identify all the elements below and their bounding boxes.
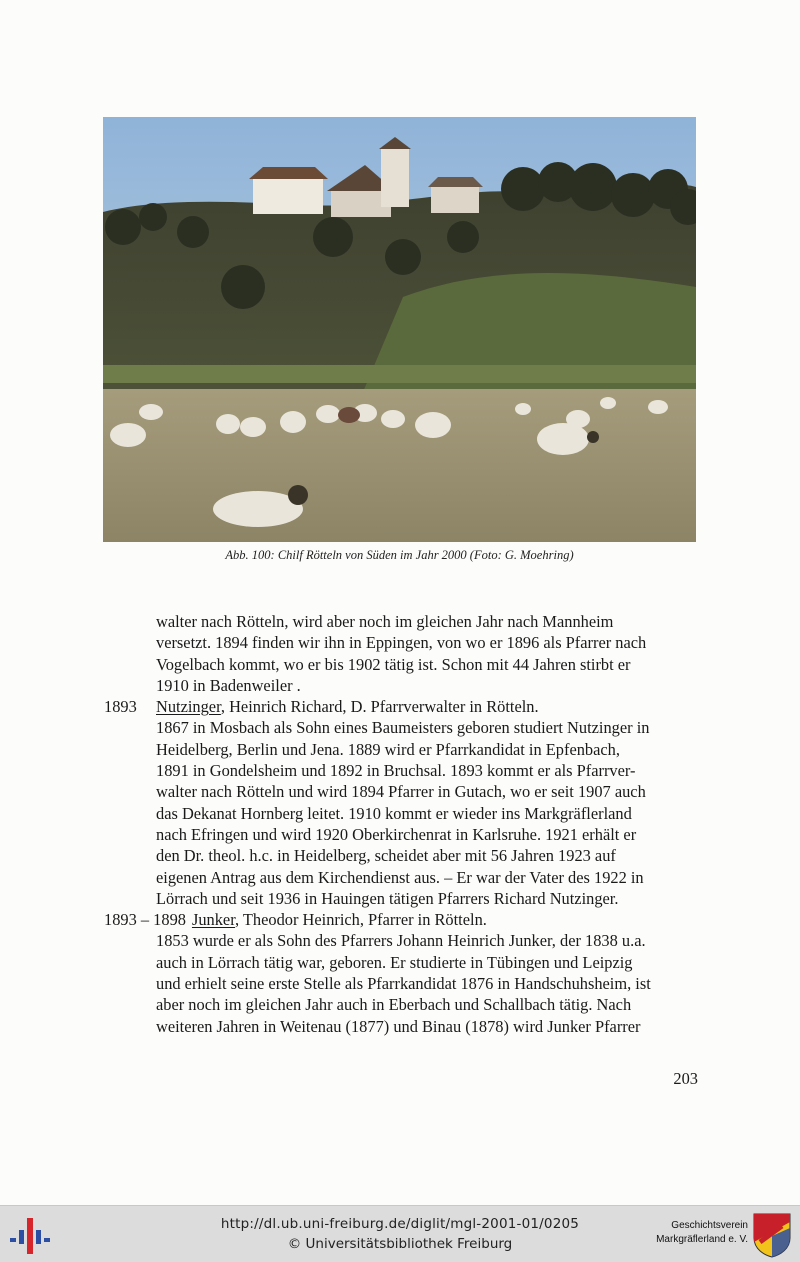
sheep-meadow-church-image <box>103 117 696 542</box>
society-name <box>600 1219 748 1247</box>
entry-heading-nutzinger <box>104 696 698 717</box>
entry-year: 1893 <box>104 697 137 717</box>
figure-caption: Abb. 100: Chilf Rötteln von Süden im Jahr 2000 (Foto: G. Moehring) <box>225 548 574 562</box>
text-line: weiteren Jahren in Weitenau (1877) und Binau (1878) wird Junker Pfarrer <box>156 1016 641 1036</box>
markgraeflerland-crest-icon[interactable] <box>752 1212 792 1258</box>
text-line: den Dr. theol. h.c. in Heidelberg, scheidet aber mit 56 Jahren 1923 auf <box>156 846 616 866</box>
text-line: walter nach Rötteln und wird 1894 Pfarrer in Gutach, wo er seit 1907 auch <box>156 782 646 802</box>
text-line: auch in Lörrach tätig war, geboren. Er studierte in Tübingen und Leipzig <box>156 952 633 972</box>
text-line: Heidelberg, Berlin und Jena. 1889 wird er Pfarrkandidat in Epfenbach, <box>156 739 620 759</box>
entry-title-rest: , Theodor Heinrich, Pfarrer in Rötteln. <box>235 910 487 930</box>
text-line: nach Efringen und wird 1920 Oberkirchenrat in Karlsruhe. 1921 erhält er <box>156 824 637 844</box>
page-number: 203 <box>673 1069 698 1088</box>
text-line: das Dekanat Hornberg leitet. 1910 kommt er wieder ins Markgräflerland <box>156 803 632 823</box>
entry-title-rest: , Heinrich Richard, D. Pfarrverwalter in Rötteln. <box>220 697 539 717</box>
entry-paragraph-nutzinger <box>156 717 698 909</box>
text-line: walter nach Rötteln, wird aber noch im gleichen Jahr nach Mannheim <box>156 612 614 631</box>
text-line: versetzt. 1894 finden wir ihn in Eppingen, von wo er 1896 als Pfarrer nach <box>156 633 647 653</box>
text-line: Lörrach und seit 1936 in Hauingen tätigen Pfarrers Richard Nutzinger. <box>156 888 619 908</box>
text-line: 1867 in Mosbach als Sohn eines Baumeisters geboren studiert Nutzinger in <box>156 718 650 738</box>
copyright-text: © Universitätsbibliothek Freiburg <box>287 1236 513 1252</box>
entry-name: Nutzinger <box>156 697 221 717</box>
entry-year: 1893 – 1898 <box>104 910 186 930</box>
entry-heading-junker <box>104 909 698 930</box>
entry-title <box>156 696 539 717</box>
footer-bar <box>0 1205 800 1262</box>
text-line: und erhielt seine erste Stelle als Pfarrkandidat 1876 in Handschuhsheim, ist <box>156 974 651 994</box>
society-line: Markgräflerland e. V. <box>656 1234 748 1245</box>
text-line: 1891 in Gondelsheim und 1892 in Bruchsal. 1893 kommt er als Pfarrver- <box>156 761 636 781</box>
ub-freiburg-bars-icon[interactable] <box>10 1214 54 1254</box>
text-line: eigenen Antrag aus dem Kirchendienst aus. – Er war der Vater des 1922 in <box>156 867 644 887</box>
entry-paragraph-junker <box>156 930 698 1036</box>
landscape-photo <box>103 117 696 542</box>
text-line: 1853 wurde er als Sohn des Pfarrers Johann Heinrich Junker, der 1838 u.a. <box>156 931 646 951</box>
entry-name: Junker <box>191 910 235 930</box>
source-url-link[interactable]: http://dl.ub.uni-freiburg.de/diglit/mgl-2001-01/0205 <box>220 1216 580 1232</box>
text-line: 1910 in Badenweiler . <box>156 675 301 695</box>
body-text <box>104 611 698 1037</box>
text-line: aber noch im gleichen Jahr auch in Eberbach und Schallbach tätig. Nach <box>156 995 632 1015</box>
continued-paragraph <box>156 611 698 696</box>
entry-title <box>192 909 487 930</box>
society-line: Geschichtsverein <box>671 1220 748 1231</box>
text-line: Vogelbach kommt, wo er bis 1902 tätig ist. Schon mit 44 Jahren stirbt er <box>156 654 631 674</box>
